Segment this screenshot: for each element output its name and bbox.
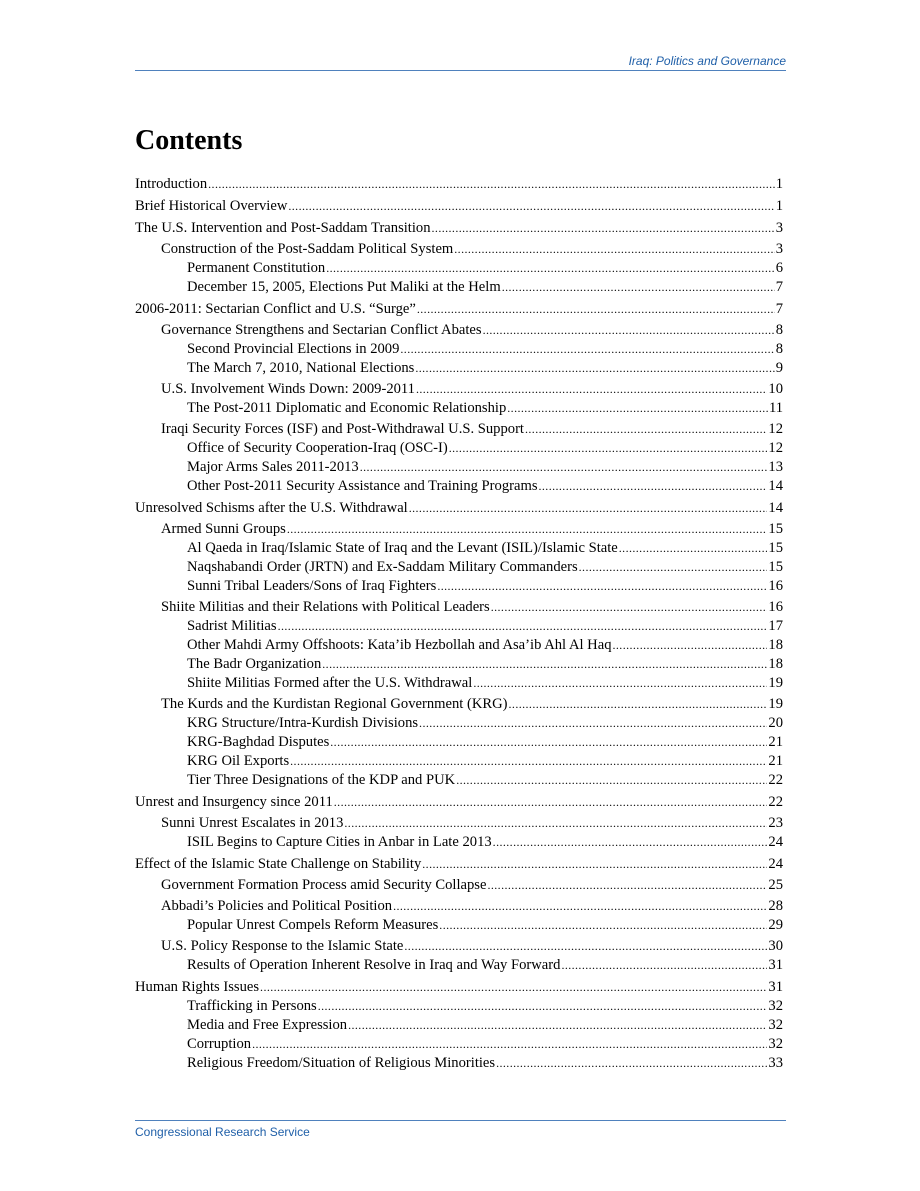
toc-entry[interactable] — [135, 814, 783, 832]
toc-entry-page-number: 15 — [768, 559, 783, 575]
toc-entry-page-number: 13 — [768, 459, 783, 475]
footer-text: Congressional Research Service — [135, 1125, 310, 1139]
toc-dot-leader — [278, 617, 768, 635]
toc-entry[interactable] — [135, 752, 783, 770]
toc-entry[interactable] — [135, 278, 783, 296]
toc-entry[interactable] — [135, 458, 783, 476]
toc-entry-page-number: 19 — [768, 696, 783, 712]
toc-dot-leader — [491, 598, 768, 616]
toc-entry-page-number: 31 — [768, 957, 783, 973]
toc-entry[interactable] — [135, 1016, 783, 1034]
toc-dot-leader — [344, 814, 767, 832]
toc-dot-leader — [419, 714, 767, 732]
toc-entry-page-number: 22 — [768, 794, 783, 810]
toc-entry-label: The Kurds and the Kurdistan Regional Government (KRG) — [161, 696, 508, 712]
toc-entry[interactable] — [135, 1054, 783, 1072]
toc-entry-page-number: 21 — [768, 753, 783, 769]
toc-dot-leader — [260, 978, 767, 996]
toc-entry[interactable] — [135, 539, 783, 557]
toc-entry[interactable] — [135, 321, 783, 339]
toc-entry-label: Construction of the Post-Saddam Political System — [161, 241, 454, 257]
toc-entry[interactable] — [135, 477, 783, 495]
toc-entry[interactable] — [135, 1035, 783, 1053]
toc-entry-label: Shiite Militias and their Relations with Political Leaders — [161, 599, 490, 615]
toc-entry-page-number: 24 — [768, 834, 783, 850]
toc-dot-leader — [290, 752, 767, 770]
toc-entry[interactable] — [135, 771, 783, 789]
toc-entry-page-number: 10 — [768, 381, 783, 397]
toc-dot-leader — [507, 399, 768, 417]
toc-entry-label: KRG Structure/Intra-Kurdish Divisions — [187, 715, 419, 731]
toc-entry-page-number: 25 — [768, 877, 783, 893]
toc-entry-label: The Badr Organization — [187, 656, 322, 672]
toc-entry-page-number: 20 — [768, 715, 783, 731]
toc-dot-leader — [449, 439, 768, 457]
toc-entry-label: Iraqi Security Forces (ISF) and Post-Withdrawal U.S. Support — [161, 421, 524, 437]
toc-entry[interactable] — [135, 793, 783, 811]
toc-entry[interactable] — [135, 520, 783, 538]
toc-dot-leader — [493, 833, 768, 851]
toc-entry-page-number: 22 — [768, 772, 783, 788]
toc-dot-leader — [437, 577, 767, 595]
toc-entry-label: Abbadi’s Policies and Political Position — [161, 898, 393, 914]
toc-dot-leader — [400, 340, 774, 358]
toc-entry-label: Shiite Militias Formed after the U.S. Withdrawal — [187, 675, 473, 691]
toc-entry[interactable] — [135, 714, 783, 732]
toc-dot-leader — [208, 175, 775, 193]
toc-entry[interactable] — [135, 598, 783, 616]
toc-entry-page-number: 28 — [768, 898, 783, 914]
toc-entry-label: Government Formation Process amid Security Collapse — [161, 877, 487, 893]
toc-entry[interactable] — [135, 219, 783, 237]
toc-entry-label: Introduction — [135, 176, 208, 192]
toc-dot-leader — [334, 793, 768, 811]
toc-entry[interactable] — [135, 833, 783, 851]
toc-entry-page-number: 8 — [775, 322, 783, 338]
toc-entry[interactable] — [135, 674, 783, 692]
toc-entry[interactable] — [135, 340, 783, 358]
toc-entry-label: Other Post-2011 Security Assistance and Training Programs — [187, 478, 538, 494]
toc-dot-leader — [619, 539, 768, 557]
toc-entry-page-number: 8 — [775, 341, 783, 357]
toc-entry-label: Effect of the Islamic State Challenge on Stability — [135, 856, 422, 872]
toc-entry[interactable] — [135, 499, 783, 517]
toc-entry[interactable] — [135, 617, 783, 635]
toc-entry-page-number: 19 — [768, 675, 783, 691]
toc-entry[interactable] — [135, 916, 783, 934]
toc-entry-label: KRG Oil Exports — [187, 753, 290, 769]
toc-entry-page-number: 18 — [768, 656, 783, 672]
toc-entry[interactable] — [135, 420, 783, 438]
toc-entry-page-number: 29 — [768, 917, 783, 933]
toc-dot-leader — [432, 219, 775, 237]
toc-dot-leader — [613, 636, 768, 654]
toc-dot-leader — [561, 956, 767, 974]
toc-entry[interactable] — [135, 636, 783, 654]
toc-dot-leader — [473, 674, 767, 692]
page-header — [135, 54, 786, 71]
toc-entry-label: Governance Strengthens and Sectarian Conflict Abates — [161, 322, 482, 338]
toc-entry-page-number: 9 — [775, 360, 783, 376]
toc-dot-leader — [509, 695, 768, 713]
toc-entry[interactable] — [135, 997, 783, 1015]
toc-entry-page-number: 24 — [768, 856, 783, 872]
toc-entry-label: Media and Free Expression — [187, 1017, 348, 1033]
toc-entry[interactable] — [135, 197, 783, 215]
toc-entry-page-number: 7 — [775, 301, 783, 317]
toc-entry-page-number: 14 — [768, 500, 783, 516]
toc-entry-page-number: 11 — [768, 400, 783, 416]
toc-entry-page-number: 6 — [775, 260, 783, 276]
toc-entry[interactable] — [135, 695, 783, 713]
toc-entry-label: Tier Three Designations of the KDP and PUK — [187, 772, 456, 788]
toc-dot-leader — [579, 558, 768, 576]
toc-dot-leader — [496, 1054, 767, 1072]
toc-dot-leader — [502, 278, 775, 296]
toc-entry[interactable] — [135, 439, 783, 457]
toc-dot-leader — [393, 897, 767, 915]
toc-dot-leader — [404, 937, 767, 955]
toc-dot-leader — [456, 771, 767, 789]
toc-entry-label: Naqshabandi Order (JRTN) and Ex-Saddam Military Commanders — [187, 559, 578, 575]
toc-entry-label: Trafficking in Persons — [187, 998, 317, 1014]
toc-entry-label: Sadrist Militias — [187, 618, 277, 634]
page-title: Contents — [135, 125, 243, 156]
toc-entry[interactable] — [135, 855, 783, 873]
toc-dot-leader — [326, 259, 774, 277]
toc-entry[interactable] — [135, 655, 783, 673]
toc-entry-page-number: 32 — [768, 1036, 783, 1052]
toc-entry-label: Human Rights Issues — [135, 979, 260, 995]
toc-entry-page-number: 16 — [768, 599, 783, 615]
toc-entry-label: The March 7, 2010, National Elections — [187, 360, 415, 376]
toc-entry-page-number: 1 — [775, 198, 783, 214]
toc-entry-label: Second Provincial Elections in 2009 — [187, 341, 400, 357]
toc-entry[interactable] — [135, 359, 783, 377]
toc-entry-page-number: 15 — [768, 540, 783, 556]
toc-entry-label: Religious Freedom/Situation of Religious Minorities — [187, 1055, 496, 1071]
toc-entry-page-number: 7 — [775, 279, 783, 295]
toc-dot-leader — [483, 321, 775, 339]
toc-entry-page-number: 12 — [768, 421, 783, 437]
toc-entry-label: Corruption — [187, 1036, 252, 1052]
toc-entry-page-number: 15 — [768, 521, 783, 537]
toc-dot-leader — [330, 733, 767, 751]
toc-entry-page-number: 3 — [775, 220, 783, 236]
toc-entry-label: Brief Historical Overview — [135, 198, 288, 214]
toc-entry[interactable] — [135, 558, 783, 576]
toc-dot-leader — [318, 997, 768, 1015]
toc-entry[interactable] — [135, 380, 783, 398]
toc-entry-page-number: 32 — [768, 998, 783, 1014]
toc-entry-label: U.S. Involvement Winds Down: 2009-2011 — [161, 381, 415, 397]
toc-entry[interactable] — [135, 259, 783, 277]
toc-entry-label: ISIL Begins to Capture Cities in Anbar in Late 2013 — [187, 834, 492, 850]
toc-dot-leader — [287, 520, 768, 538]
toc-entry[interactable] — [135, 876, 783, 894]
toc-entry-label: The U.S. Intervention and Post-Saddam Transition — [135, 220, 431, 236]
toc-entry-label: Major Arms Sales 2011-2013 — [187, 459, 359, 475]
toc-entry-page-number: 3 — [775, 241, 783, 257]
toc-dot-leader — [415, 359, 774, 377]
toc-entry-label: Other Mahdi Army Offshoots: Kata’ib Hezbollah and Asa’ib Ahl Al Haq — [187, 637, 612, 653]
toc-dot-leader — [322, 655, 767, 673]
toc-dot-leader — [348, 1016, 767, 1034]
toc-entry[interactable] — [135, 240, 783, 258]
toc-entry-label: The Post-2011 Diplomatic and Economic Relationship — [187, 400, 507, 416]
toc-entry-page-number: 33 — [768, 1055, 783, 1071]
toc-entry-label: Armed Sunni Groups — [161, 521, 286, 537]
toc-entry-page-number: 16 — [768, 578, 783, 594]
toc-entry-page-number: 1 — [775, 176, 783, 192]
toc-entry-label: Sunni Tribal Leaders/Sons of Iraq Fighters — [187, 578, 437, 594]
toc-dot-leader — [439, 916, 767, 934]
toc-entry-page-number: 21 — [768, 734, 783, 750]
toc-entry[interactable] — [135, 956, 783, 974]
toc-entry-page-number: 17 — [768, 618, 783, 634]
toc-entry-label: KRG-Baghdad Disputes — [187, 734, 330, 750]
toc-dot-leader — [417, 300, 775, 318]
toc-dot-leader — [422, 855, 767, 873]
toc-dot-leader — [525, 420, 767, 438]
toc-entry[interactable] — [135, 978, 783, 996]
toc-entry-label: Office of Security Cooperation-Iraq (OSC-I) — [187, 440, 448, 456]
toc-entry-label: Popular Unrest Compels Reform Measures — [187, 917, 439, 933]
toc-entry-label: U.S. Policy Response to the Islamic State — [161, 938, 404, 954]
toc-entry[interactable] — [135, 897, 783, 915]
toc-entry[interactable] — [135, 733, 783, 751]
header-title: Iraq: Politics and Governance — [628, 54, 786, 68]
toc-entry-page-number: 18 — [768, 637, 783, 653]
toc-entry-label: Sunni Unrest Escalates in 2013 — [161, 815, 344, 831]
toc-entry-label: Unresolved Schisms after the U.S. Withdrawal — [135, 500, 408, 516]
toc-dot-leader — [409, 499, 768, 517]
toc-dot-leader — [416, 380, 767, 398]
toc-entry[interactable] — [135, 175, 783, 193]
toc-dot-leader — [288, 197, 774, 215]
toc-dot-leader — [487, 876, 767, 894]
toc-entry[interactable] — [135, 300, 783, 318]
toc-entry-label: 2006-2011: Sectarian Conflict and U.S. “Surge” — [135, 301, 416, 317]
toc-dot-leader — [252, 1035, 767, 1053]
page-footer — [135, 1120, 786, 1139]
toc-dot-leader — [360, 458, 768, 476]
toc-entry-page-number: 30 — [768, 938, 783, 954]
toc-entry[interactable] — [135, 577, 783, 595]
toc-entry-page-number: 12 — [768, 440, 783, 456]
toc-entry[interactable] — [135, 937, 783, 955]
toc-entry-page-number: 14 — [768, 478, 783, 494]
table-of-contents — [135, 174, 783, 1072]
toc-entry[interactable] — [135, 399, 783, 417]
toc-dot-leader — [454, 240, 774, 258]
toc-entry-label: Permanent Constitution — [187, 260, 326, 276]
toc-entry-label: Unrest and Insurgency since 2011 — [135, 794, 333, 810]
toc-entry-label: Results of Operation Inherent Resolve in Iraq and Way Forward — [187, 957, 561, 973]
toc-dot-leader — [539, 477, 768, 495]
toc-entry-page-number: 23 — [768, 815, 783, 831]
toc-entry-page-number: 32 — [768, 1017, 783, 1033]
toc-entry-label: Al Qaeda in Iraq/Islamic State of Iraq and the Levant (ISIL)/Islamic State — [187, 540, 618, 556]
toc-entry-page-number: 31 — [768, 979, 783, 995]
toc-entry-label: December 15, 2005, Elections Put Maliki at the Helm — [187, 279, 501, 295]
